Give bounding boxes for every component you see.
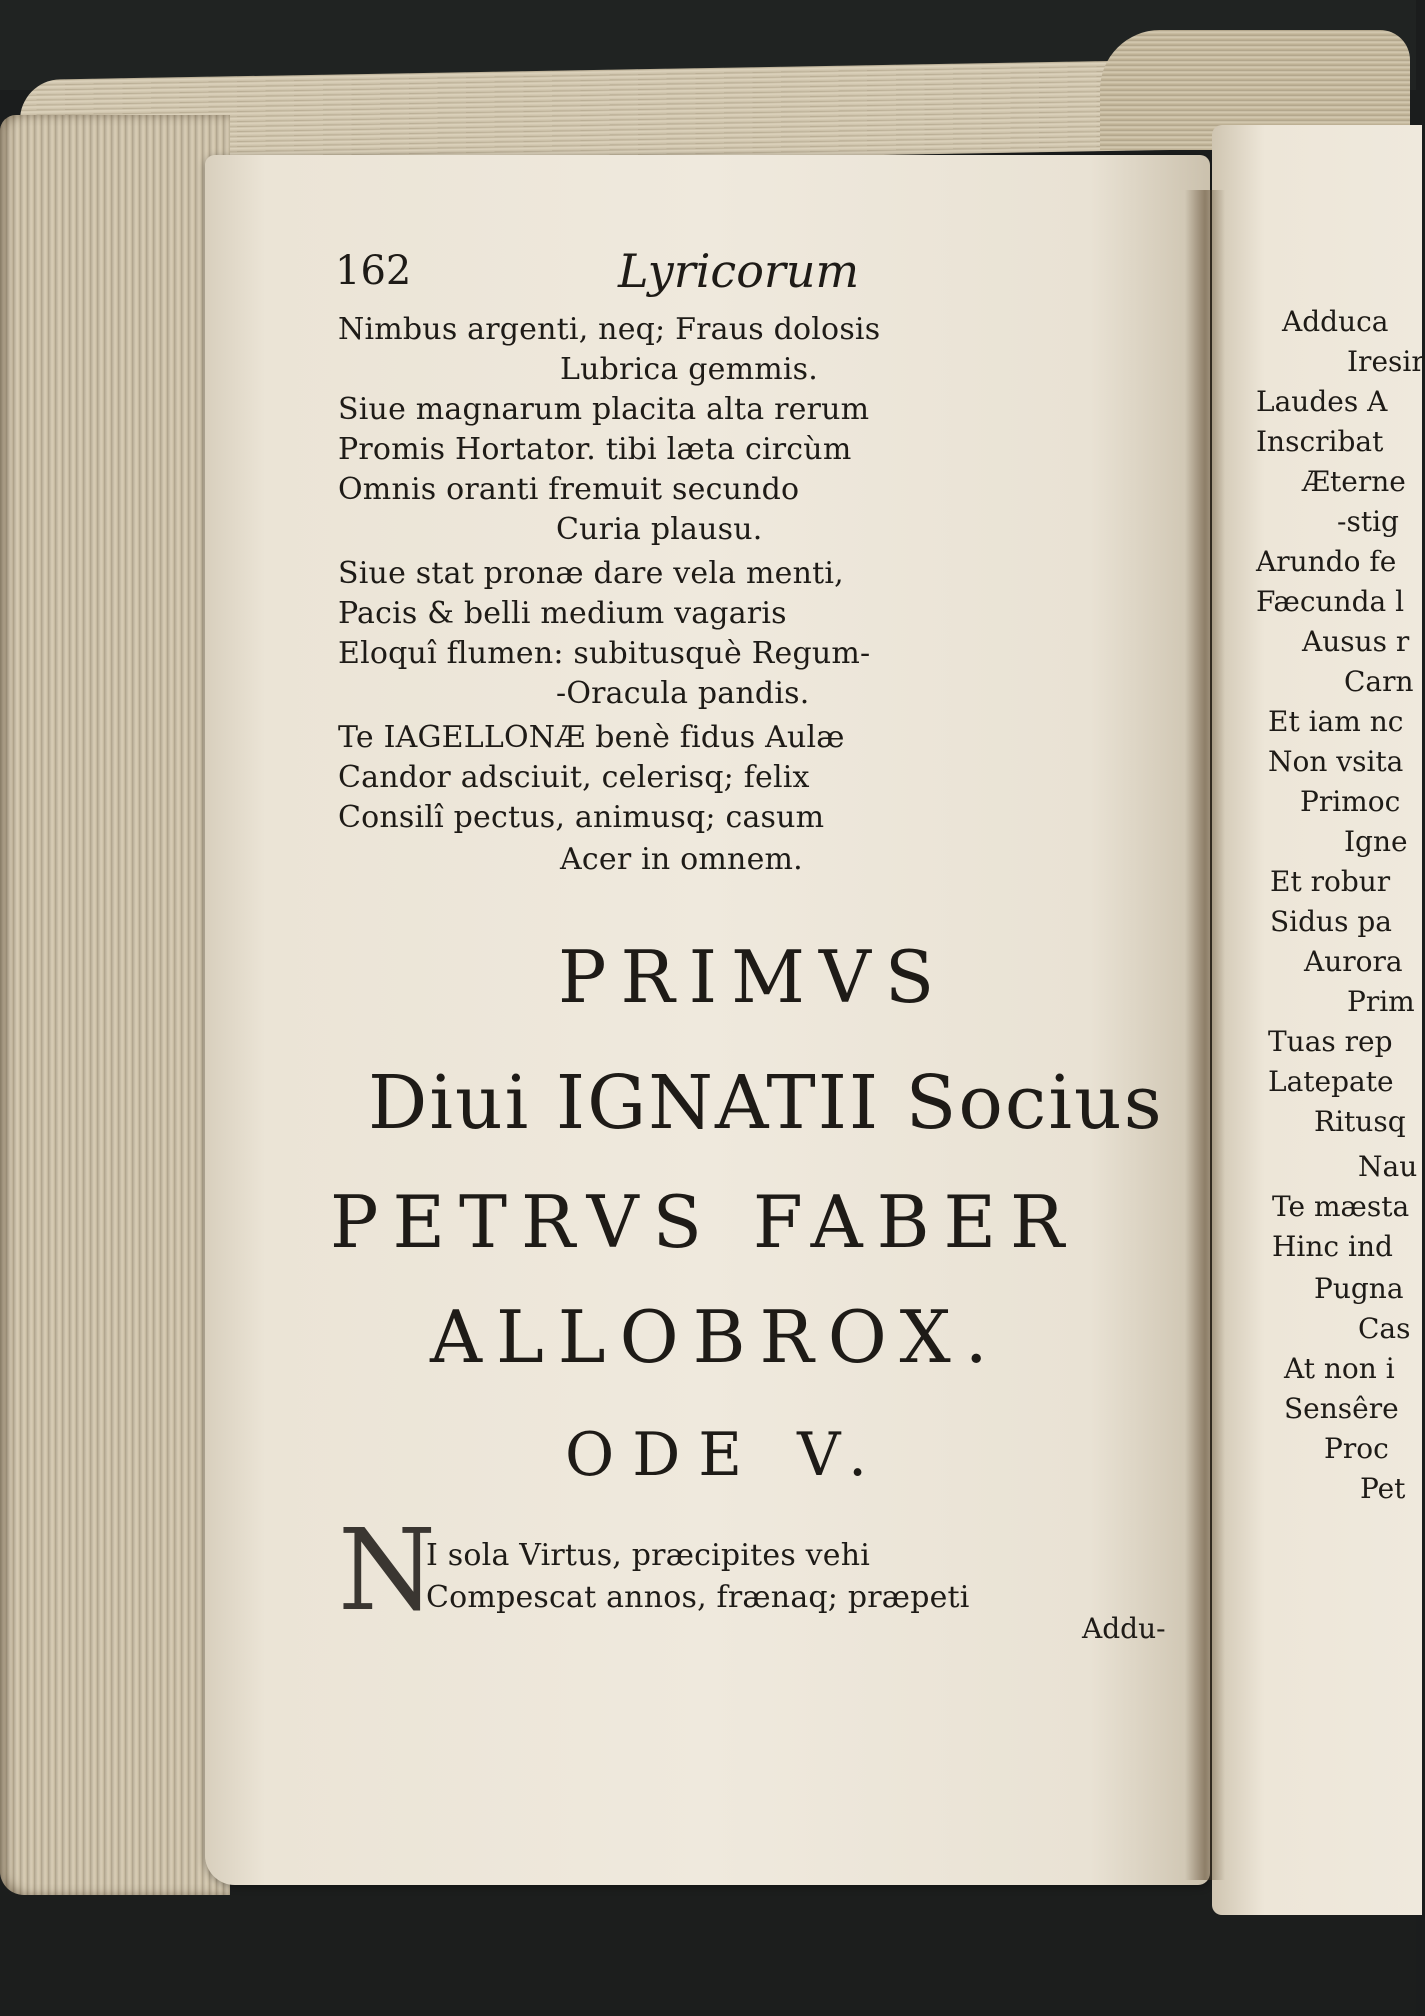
verse-line: Omnis oranti fremuit secundo [338, 472, 800, 507]
right-line: Laudes A [1256, 385, 1388, 418]
right-line: Primoc [1300, 785, 1401, 818]
ode-line: Compescat annos, frænaq; præpeti [426, 1580, 970, 1615]
right-line: Carn [1344, 665, 1414, 698]
catchword: Addu- [1082, 1612, 1166, 1645]
right-line: Te mæsta [1272, 1190, 1410, 1223]
heading-line-petrus-faber: PETRVS FABER [330, 1180, 1079, 1264]
right-line: Pugna [1314, 1272, 1404, 1305]
right-line: Iresir [1347, 345, 1425, 378]
verse-line: Siue stat pronæ dare vela menti, [338, 556, 844, 591]
right-line: Nau [1358, 1150, 1418, 1183]
right-line: Igne [1344, 825, 1408, 858]
right-line: Prim [1347, 985, 1415, 1018]
right-line: Ritusq [1314, 1105, 1406, 1138]
verse-line: Pacis & belli medium vagaris [338, 596, 787, 631]
right-line: Arundo fe [1256, 545, 1397, 578]
verse-line: Promis Hortator. tibi læta circùm [338, 432, 852, 467]
right-line: Pet [1360, 1472, 1406, 1505]
verse-line: Eloquî flumen: subitusquè Regum- [338, 636, 871, 671]
ode-line: I sola Virtus, præcipites vehi [426, 1538, 871, 1573]
right-line: Ausus r [1302, 625, 1410, 658]
right-line: Adduca [1282, 305, 1389, 338]
verse-line: Nimbus argenti, neq; Fraus dolosis [338, 312, 881, 347]
right-line: Æterne [1302, 465, 1406, 498]
heading-line-socius: Diui IGNATII Socius [368, 1060, 1164, 1146]
right-line: Hinc ind [1272, 1230, 1393, 1263]
right-line: Sidus pa [1270, 905, 1392, 938]
right-line: At non i [1284, 1352, 1395, 1385]
right-line: Latepate [1268, 1065, 1394, 1098]
right-page-text [1212, 0, 1425, 2016]
page-number: 162 [335, 248, 412, 294]
right-line: Et robur [1270, 865, 1391, 898]
verse-line: Acer in omnem. [560, 842, 803, 877]
right-line: Sensêre [1284, 1392, 1399, 1425]
right-line: Et iam nc [1268, 705, 1404, 738]
page-edges-left [0, 115, 230, 1895]
right-line: Cas [1358, 1312, 1411, 1345]
verse-line: Consilî pectus, animusq; casum [338, 800, 825, 835]
right-line: Proc [1324, 1432, 1389, 1465]
right-line: -stig [1337, 505, 1399, 538]
drop-cap: N [338, 1506, 436, 1636]
heading-line-primus: PRIMVS [558, 935, 949, 1019]
verse-line: Lubrica gemmis. [560, 352, 818, 387]
right-line: Inscribat [1256, 425, 1384, 458]
verse-line: -Oracula pandis. [556, 676, 810, 711]
running-title: Lyricorum [618, 244, 860, 298]
right-line: Tuas rep [1268, 1025, 1393, 1058]
verse-line: Candor adsciuit, celerisq; felix [338, 760, 810, 795]
verse-line: Curia plausu. [556, 512, 763, 547]
ode-title: ODE V. [565, 1420, 886, 1490]
right-line: Non vsita [1268, 745, 1404, 778]
right-line: Aurora [1304, 945, 1403, 978]
right-line: Fæcunda l [1256, 585, 1405, 618]
heading-line-allobrox: ALLOBROX. [430, 1295, 1002, 1379]
verse-line: Siue magnarum placita alta rerum [338, 392, 870, 427]
verse-line: Te IAGELLONÆ benè fidus Aulæ [338, 720, 845, 755]
